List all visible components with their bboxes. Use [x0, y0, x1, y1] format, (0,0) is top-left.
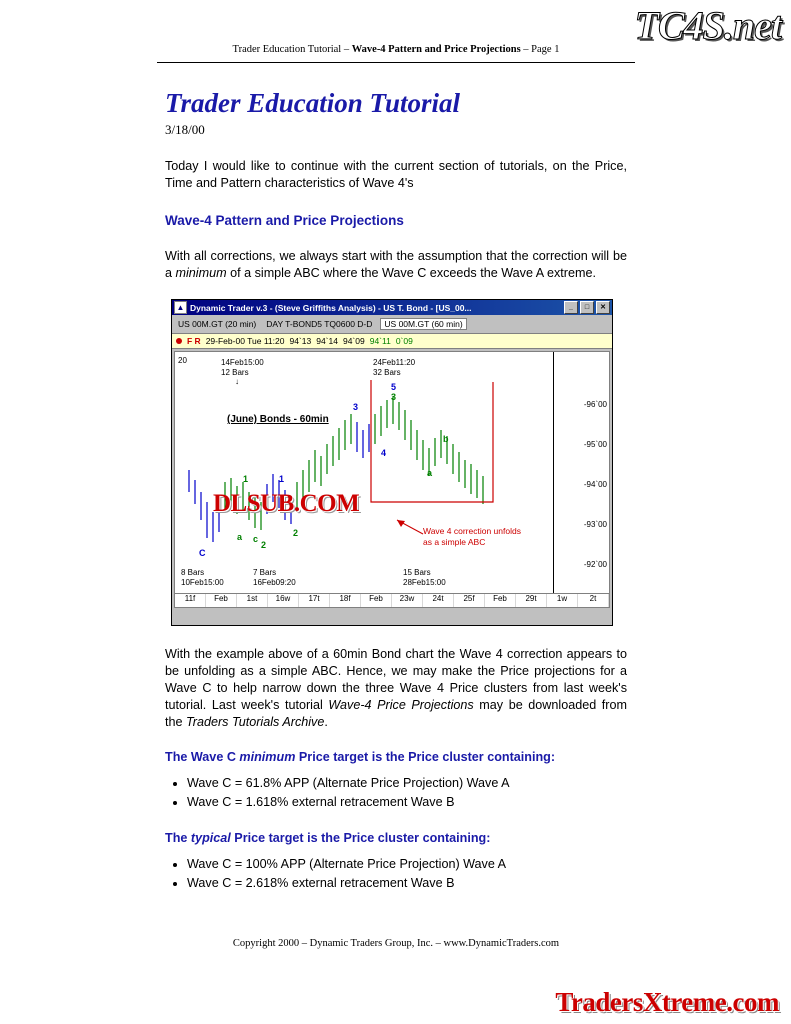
- chart-window-titlebar[interactable]: [172, 300, 612, 315]
- x-tick-1: Feb: [206, 594, 237, 607]
- maximize-button[interactable]: □: [580, 301, 594, 314]
- chart-plot-area[interactable]: [174, 351, 610, 608]
- post-chart-text-1: With the example above of a 60min Bond chart the Wave 4 correction appears to be unfolding as a simple ABC. Hence, we may make the Price projections for a Wave C to help narrow down the three Wave 4 Price clusters from last week's tutorial. Last week's tutorial: [165, 647, 627, 712]
- quote-change: 0`09: [395, 336, 413, 346]
- bottom-note-1: 8 Bars: [181, 568, 205, 577]
- x-tick-12: 1w: [547, 594, 578, 607]
- quote-bar: [172, 333, 612, 349]
- bottom-note-4: 16Feb09:20: [253, 578, 296, 587]
- quote-low: 94`09: [342, 336, 365, 346]
- annotation-line-2: as a simple ABC: [423, 537, 486, 547]
- x-tick-10: Feb: [485, 594, 516, 607]
- x-tick-3: 16w: [268, 594, 299, 607]
- wave-label-3: 3: [353, 402, 359, 412]
- wave-label-a2: a: [427, 468, 433, 478]
- bottom-note-3: 7 Bars: [253, 568, 277, 577]
- minimize-button[interactable]: _: [564, 301, 578, 314]
- assumption-text-2: of a simple ABC where the Wave C exceeds the Wave A extreme.: [226, 266, 596, 280]
- x-tick-8: 24t: [423, 594, 454, 607]
- x-tick-5: 18f: [330, 594, 361, 607]
- list-item: • Wave C = 61.8% APP (Alternate Price Projection) Wave A: [187, 774, 627, 793]
- price-series: [175, 352, 553, 594]
- typ-head-text-1: The: [165, 831, 191, 845]
- assumption-paragraph: [165, 248, 627, 282]
- wave-label-2a: 2: [261, 540, 267, 550]
- header-divider: [157, 62, 635, 63]
- typical-target-list: [165, 855, 627, 893]
- x-tick-7: 23w: [392, 594, 423, 607]
- time-note-1: 14Feb15:00: [221, 358, 264, 367]
- wave-label-1a: 1: [243, 474, 249, 484]
- intro-paragraph: Today I would like to continue with the current section of tutorials, on the Price, Time and Pattern characteristics of Wave 4's: [165, 159, 627, 190]
- section-heading: Wave-4 Pattern and Price Projections: [165, 213, 404, 228]
- chart-icon: ▲: [174, 301, 187, 314]
- x-tick-11: 29t: [516, 594, 547, 607]
- min-head-text-3: :: [550, 750, 556, 764]
- copyright-notice: Copyright 2000 – Dynamic Traders Group, Inc. – www.DynamicTraders.com: [232, 938, 560, 949]
- page-header-prefix: Trader Education Tutorial –: [232, 44, 352, 55]
- quote-high: 94`14: [316, 336, 338, 346]
- symbol-field[interactable]: US 00M.GT (20 min): [178, 319, 257, 329]
- x-tick-4: 17t: [299, 594, 330, 607]
- bottom-note-2: 10Feb15:00: [181, 578, 224, 587]
- page-header: [157, 44, 635, 55]
- post-chart-text-2: may be downloaded from the: [165, 698, 627, 729]
- quote-close: 94`11: [369, 336, 391, 346]
- post-chart-text-3: .: [324, 715, 328, 729]
- chart-window-title: Dynamic Trader v.3 - (Steve Griffiths Analysis) - US T. Bond - [US_00...: [190, 302, 472, 313]
- x-tick-0: 11f: [175, 594, 206, 607]
- time-note-3: 24Feb11:20: [373, 358, 416, 367]
- x-tick-9: 25f: [454, 594, 485, 607]
- typ-head-italic: typical: [190, 831, 231, 845]
- x-tick-6: Feb: [361, 594, 392, 607]
- assumption-italic: minimum: [175, 266, 227, 280]
- close-button[interactable]: ✕: [596, 301, 610, 314]
- wave-label-a1: a: [237, 532, 243, 542]
- typical-target-heading: [165, 831, 627, 845]
- price-label-4: -93`00: [583, 520, 607, 529]
- session-field[interactable]: DAY T-BOND5 TQ0600 D-D: [266, 319, 373, 329]
- annotation-line-1: Wave 4 correction unfolds: [423, 526, 521, 536]
- chart-inner-title: (June) Bonds - 60min: [227, 414, 329, 425]
- x-tick-2: 1st: [237, 594, 268, 607]
- price-label-1: -96`00: [583, 400, 607, 409]
- price-label-2: -95`00: [583, 440, 607, 449]
- left-scale-value: 20: [178, 356, 187, 365]
- chart-toolbar[interactable]: [172, 315, 612, 333]
- quote-flag: F R: [187, 336, 201, 346]
- window-controls[interactable]: [564, 301, 610, 314]
- time-note-4: 32 Bars: [373, 368, 401, 377]
- min-head-italic: minimum: [239, 750, 296, 764]
- document-body: [165, 88, 627, 893]
- document-date: 3/18/00: [165, 122, 205, 137]
- post-chart-italic-2: Traders Tutorials Archive: [186, 715, 325, 729]
- wave-label-4: 4: [381, 448, 387, 458]
- watermark-top: TC4S.net: [634, 3, 781, 48]
- watermark-bottom: TradersXtreme.com: [555, 987, 779, 1017]
- page-header-suffix: – Page 1: [520, 44, 560, 55]
- quote-open: 94`13: [289, 336, 312, 346]
- list-item: • Wave C = 1.618% external retracement Wave B: [187, 793, 627, 812]
- price-label-5: -92`00: [583, 560, 607, 569]
- x-tick-13: 2t: [578, 594, 609, 607]
- wave-label-C: C: [199, 548, 206, 558]
- wave-label-3b: 3: [391, 392, 397, 402]
- min-head-text-1: The Wave C: [165, 750, 240, 764]
- time-note-2: 12 Bars: [221, 368, 249, 377]
- x-axis: [175, 593, 609, 607]
- price-label-3: -94`00: [583, 480, 607, 489]
- page-header-bold: Wave-4 Pattern and Price Projections: [351, 44, 521, 55]
- min-head-text-2: Price target is the Price cluster containing: [295, 750, 551, 764]
- wave-label-5: 5: [391, 382, 397, 392]
- list-item: • Wave C = 100% APP (Alternate Price Projection) Wave A: [187, 855, 627, 874]
- post-chart-italic-1: Wave-4 Price Projections: [328, 698, 474, 712]
- assumption-text-1: With all corrections, we always start with the assumption that the correction will be a: [165, 249, 627, 280]
- wave-label-b: b: [443, 434, 449, 444]
- post-chart-paragraph: [165, 646, 627, 731]
- timeframe-select[interactable]: US 00M.GT (60 min): [380, 318, 466, 330]
- quote-datetime: 29-Feb-00 Tue 11:20: [205, 336, 285, 346]
- chart-window[interactable]: [171, 299, 613, 626]
- page-title: Trader Education Tutorial: [165, 88, 461, 118]
- time-note-arrow: ↓: [235, 377, 239, 386]
- minimum-target-list: [165, 774, 627, 812]
- bottom-note-6: 28Feb15:00: [403, 578, 446, 587]
- bottom-note-5: 15 Bars: [403, 568, 431, 577]
- status-dot-icon: [176, 338, 182, 344]
- watermark-chart: DLSUB.COM: [213, 490, 360, 517]
- list-item: • Wave C = 2.618% external retracement Wave B: [187, 874, 627, 893]
- wave-label-2b: 2: [293, 528, 299, 538]
- price-scale-axis: [553, 352, 554, 594]
- typ-head-text-2: Price target is the Price cluster containing:: [230, 831, 491, 845]
- minimum-target-heading: [165, 750, 627, 764]
- wave-label-c1: c: [253, 534, 259, 544]
- wave-label-1b: 1: [279, 474, 285, 484]
